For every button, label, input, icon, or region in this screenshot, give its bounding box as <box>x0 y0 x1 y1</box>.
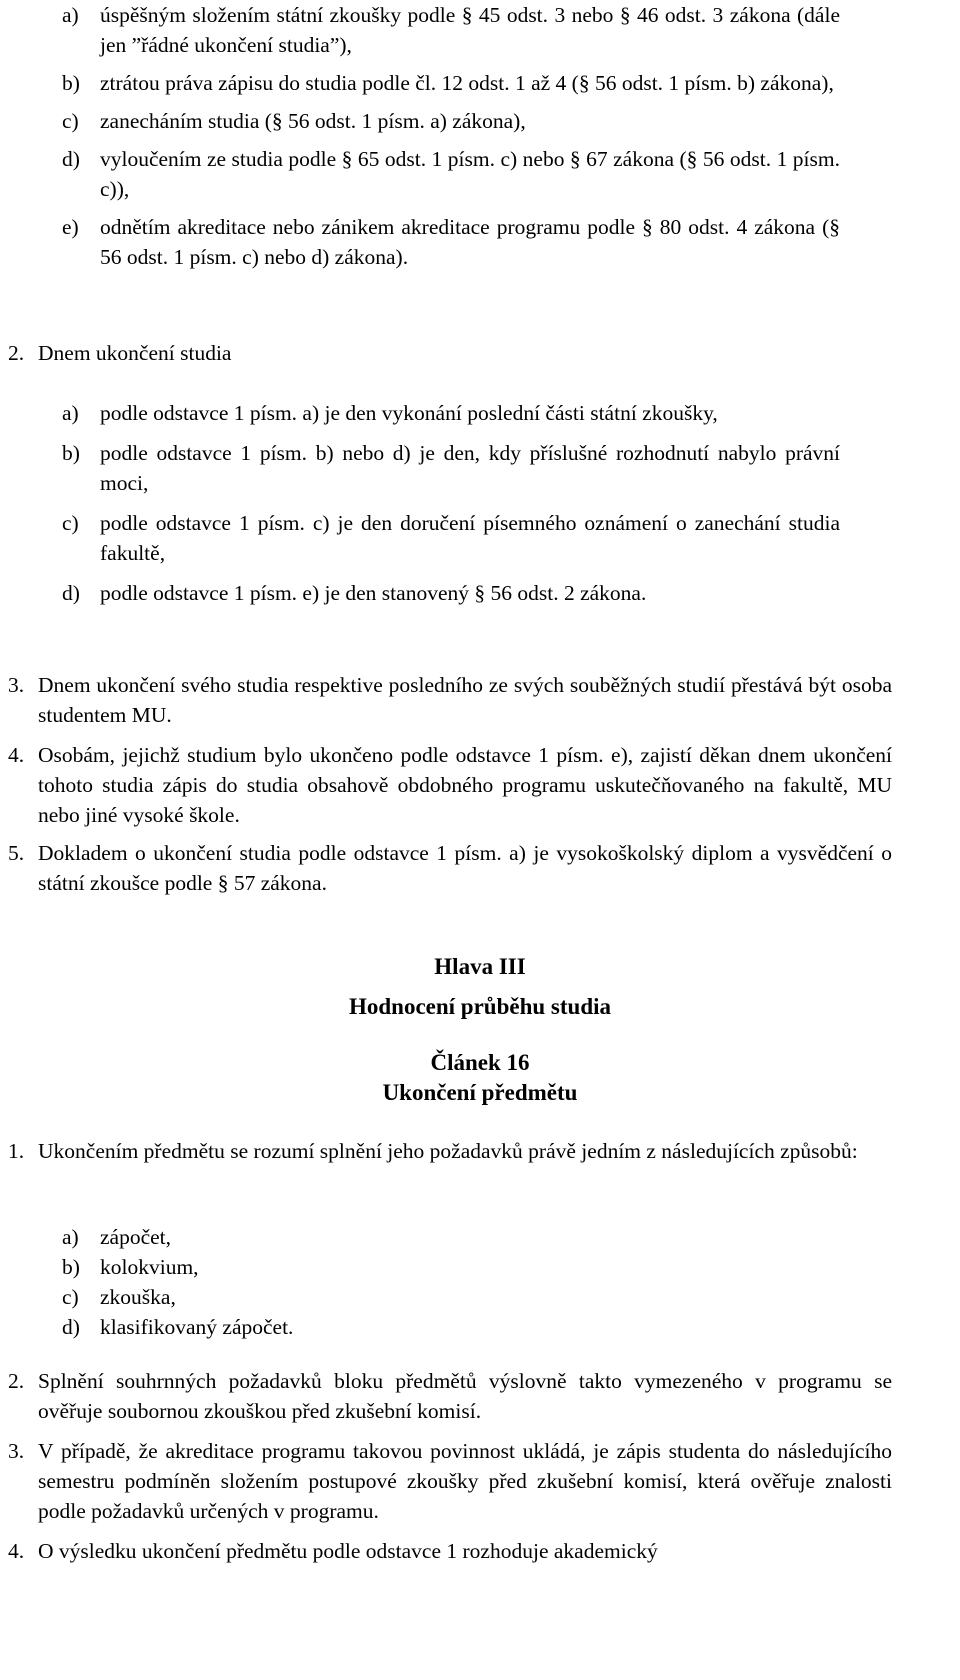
item-text: zkouška, <box>100 1285 176 1309</box>
item-label: a) <box>62 3 79 27</box>
paragraph-text: Splnění souhrnných požadavků bloku předmětů výslovně takto vymezeného v programu se ověřuje soubornou zkouškou před zkušební komisí. <box>38 1369 892 1423</box>
item-label: b) <box>62 1255 80 1279</box>
paragraph-2 <box>8 338 892 368</box>
item-label: a) <box>62 401 79 425</box>
paragraph-number: 4. <box>8 743 25 767</box>
termination-reasons-list <box>62 0 840 272</box>
item-text: úspěšným složením státní zkoušky podle § 45 odst. 3 nebo § 46 odst. 3 zákona (dále jen ”řádné ukončení studia”), <box>100 3 840 57</box>
article-title: Ukončení předmětu <box>382 1080 578 1105</box>
item-text: podle odstavce 1 písm. e) je den stanovený § 56 odst. 2 zákona. <box>100 581 647 605</box>
paragraph-text: Osobám, jejichž studium bylo ukončeno podle odstavce 1 písm. e), zajistí děkan dnem ukončení tohoto studia zápis do studia obsahově obdobného programu uskutečňovaného na fakultě, MU nebo jiné vysoké škole. <box>38 743 892 827</box>
paragraph-text: O výsledku ukončení předmětu podle odstavce 1 rozhoduje akademický <box>38 1539 658 1563</box>
item-text: podle odstavce 1 písm. c) je den doručení písemného oznámení o zanechání studia fakultě, <box>100 511 840 565</box>
list-item <box>62 144 840 204</box>
item-label: b) <box>62 441 80 465</box>
item-label: c) <box>62 1285 79 1309</box>
list-item <box>62 578 840 608</box>
paragraph-text: V případě, že akreditace programu takovou povinnost ukládá, je zápis studenta do následujícího semestru podmíněn složením postupové zkoušky před zkušební komisí, která ověřuje znalosti podle požadavků určených v programu. <box>38 1439 892 1523</box>
paragraph-number: 2. <box>8 341 25 365</box>
paragraph-number: 2. <box>8 1369 25 1393</box>
paragraph-number: 3. <box>8 673 25 697</box>
list-item <box>62 438 840 498</box>
paragraph-3 <box>8 670 892 730</box>
paragraph-4 <box>8 740 892 830</box>
paragraph-text: Dnem ukončení svého studia respektive posledního ze svých souběžných studií přestává být osoba studentem MU. <box>38 673 892 727</box>
paragraph-number: 3. <box>8 1439 25 1463</box>
list-item <box>62 106 840 136</box>
list-item <box>62 508 840 568</box>
item-text: vyloučením ze studia podle § 65 odst. 1 písm. c) nebo § 67 zákona (§ 56 odst. 1 písm. c)), <box>100 147 840 201</box>
item-label: e) <box>62 215 79 239</box>
list-item <box>62 0 840 60</box>
item-label: d) <box>62 581 80 605</box>
chapter-title: Hodnocení průběhu studia <box>348 994 612 1019</box>
paragraph-text: Ukončením předmětu se rozumí splnění jeho požadavků právě jedním z následujících způsobů: <box>38 1139 858 1163</box>
list-item <box>62 1252 562 1282</box>
paragraph-text: Dokladem o ukončení studia podle odstavce 1 písm. a) je vysokoškolský diplom a vysvědčení o státní zkoušce podle § 57 zákona. <box>38 841 892 895</box>
completion-types-list <box>62 1222 562 1342</box>
chapter-heading: Hlava III <box>434 954 526 979</box>
paragraph-5 <box>8 838 892 898</box>
article-heading: Článek 16 <box>430 1050 530 1075</box>
item-text: kolokvium, <box>100 1255 199 1279</box>
item-text: klasifikovaný zápočet. <box>100 1315 294 1339</box>
item-text: zápočet, <box>100 1225 172 1249</box>
list-item <box>62 1282 562 1312</box>
item-text: podle odstavce 1 písm. b) nebo d) je den, kdy příslušné rozhodnutí nabylo právní moci, <box>100 441 840 495</box>
termination-date-list <box>62 398 840 608</box>
list-item <box>62 1222 562 1252</box>
list-item <box>62 1312 562 1342</box>
item-label: d) <box>62 147 80 171</box>
article16-paragraph-2 <box>8 1366 892 1426</box>
article16-paragraph-1 <box>8 1136 892 1166</box>
paragraph-number: 1. <box>8 1139 25 1163</box>
item-label: c) <box>62 109 79 133</box>
item-text: odnětím akreditace nebo zánikem akreditace programu podle § 80 odst. 4 zákona (§ 56 odst. 1 písm. c) nebo d) zákona). <box>100 215 840 269</box>
paragraph-text: Dnem ukončení studia <box>38 341 232 365</box>
list-item <box>62 398 840 428</box>
list-item <box>62 212 840 272</box>
item-text: zanecháním studia (§ 56 odst. 1 písm. a) zákona), <box>100 109 526 133</box>
paragraph-number: 4. <box>8 1539 25 1563</box>
item-label: c) <box>62 511 79 535</box>
item-label: a) <box>62 1225 79 1249</box>
item-text: podle odstavce 1 písm. a) je den vykonání poslední části státní zkoušky, <box>100 401 718 425</box>
item-label: d) <box>62 1315 80 1339</box>
list-item <box>62 68 840 98</box>
item-text: ztrátou práva zápisu do studia podle čl. 12 odst. 1 až 4 (§ 56 odst. 1 písm. b) zákona), <box>100 71 834 95</box>
paragraph-number: 5. <box>8 841 25 865</box>
article16-paragraph-4 <box>8 1536 892 1566</box>
item-label: b) <box>62 71 80 95</box>
article16-paragraph-3 <box>8 1436 892 1526</box>
